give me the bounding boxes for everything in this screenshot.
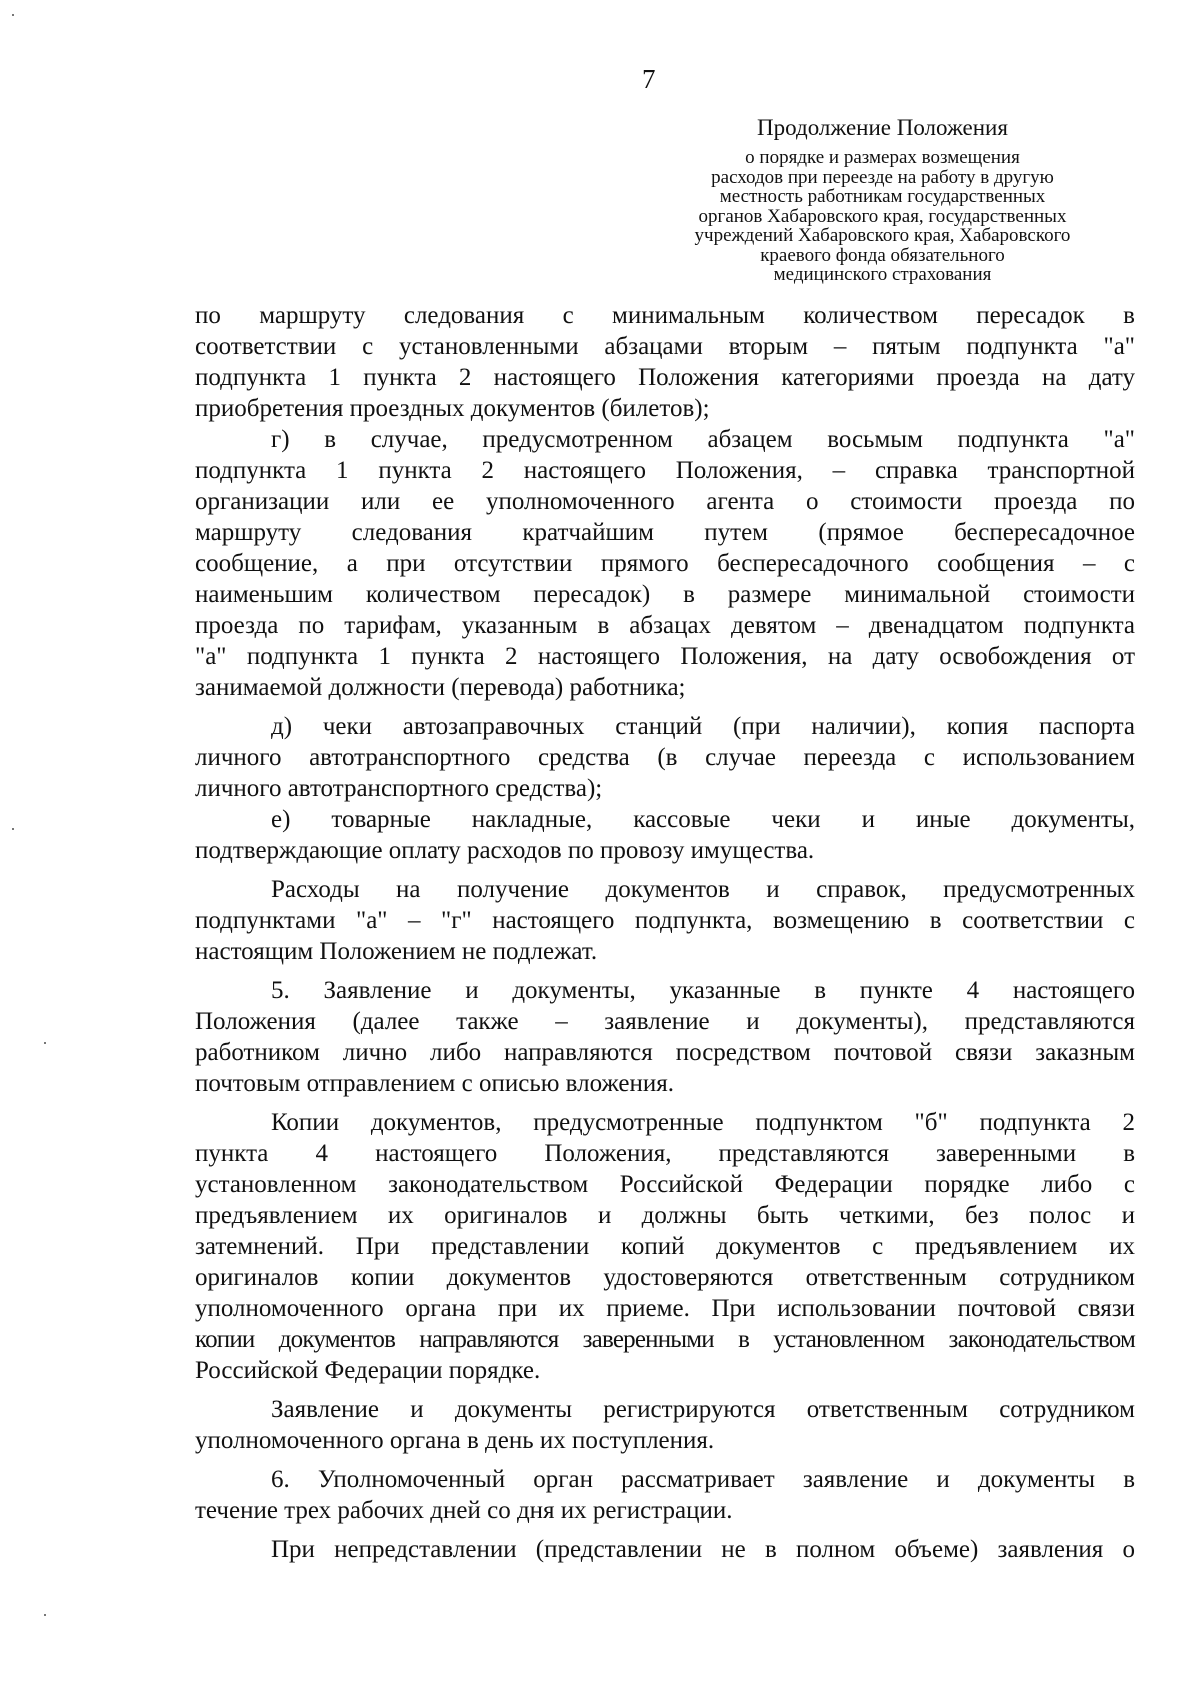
text-line: д) чеки автозаправочных станций (при наличии), копия паспорта: [271, 713, 1135, 740]
paragraph-route-continuation: [195, 300, 1135, 424]
paragraph-point-5: [195, 975, 1135, 1099]
continuation-header: [645, 114, 1120, 285]
continuation-line: учреждений Хабаровского края, Хабаровского: [694, 225, 1071, 246]
text-line: подпунктами "а" – "г" настоящего подпункта, возмещению в соответствии с: [195, 907, 1135, 934]
text-line: соответствии с установленными абзацами вторым – пятым подпункта "а": [195, 333, 1135, 360]
paragraph-spacing: [195, 1456, 1135, 1464]
text-line: по маршруту следования с минимальным количеством пересадок в: [195, 302, 1135, 329]
text-line: сообщение, а при отсутствии прямого беспересадочного сообщения – с: [195, 550, 1135, 577]
text-line: 5. Заявление и документы, указанные в пункте 4 настоящего: [271, 977, 1135, 1004]
paragraph-spacing: [195, 1526, 1135, 1534]
text-line: подпункта 1 пункта 2 настоящего Положения категориями проезда на дату: [195, 364, 1135, 391]
scan-speck: [44, 1614, 46, 1616]
paragraph-point-6: [195, 1464, 1135, 1526]
text-line: настоящим Положением не подлежат.: [195, 938, 598, 965]
continuation-line: расходов при переезде на работу в другую: [711, 166, 1054, 188]
continuation-line: медицинского страхования: [773, 264, 992, 285]
continuation-line: местность работникам государственных: [719, 186, 1046, 207]
text-line: проезда по тарифам, указанным в абзацах девятом – двенадцатом подпункта: [195, 612, 1135, 639]
text-line: уполномоченного органа при их приеме. При использовании почтовой связи: [195, 1295, 1135, 1322]
paragraph-spacing: [195, 967, 1135, 975]
paragraph-document-copies: [195, 1107, 1135, 1386]
text-line: маршруту следования кратчайшим путем (прямое беспересадочное: [195, 519, 1135, 546]
continuation-title: Продолжение Положения: [757, 115, 1008, 140]
text-line: г) в случае, предусмотренном абзацем восьмым подпункта "а": [271, 426, 1135, 453]
text-line: организации или ее уполномоченного агента о стоимости проезда по: [195, 488, 1135, 515]
scan-speck: [44, 1042, 46, 1044]
paragraph-item-d: [195, 711, 1135, 804]
page-number: 7: [642, 64, 656, 94]
text-line: Копии документов, предусмотренные подпунктом "б" подпункта 2: [271, 1109, 1135, 1136]
paragraph-expenses: [195, 874, 1135, 967]
text-line: подпункта 1 пункта 2 настоящего Положения, – справка транспортной: [195, 457, 1135, 484]
text-line: предъявлением их оригиналов и должны быть четкими, без полос и: [195, 1202, 1135, 1229]
scan-speck: [12, 828, 14, 830]
paragraph-spacing: [195, 866, 1135, 874]
text-line: работником лично либо направляются посредством почтовой связи заказным: [195, 1039, 1135, 1066]
text-line: При непредставлении (представлении не в полном объеме) заявления о: [271, 1536, 1135, 1563]
continuation-line: краевого фонда обязательного: [760, 244, 1005, 266]
text-line: Заявление и документы регистрируются ответственным сотрудником: [271, 1396, 1135, 1423]
text-line: оригиналов копии документов удостоверяются ответственным сотрудником: [195, 1264, 1135, 1291]
text-line: личного автотранспортного средства (в случае переезда с использованием: [195, 744, 1135, 771]
paragraph-item-e: [195, 804, 1135, 866]
scan-speck: [12, 14, 14, 16]
paragraph-non-submission: [195, 1534, 1135, 1565]
paragraph-spacing: [195, 1386, 1135, 1394]
text-line: уполномоченного органа в день их поступления.: [195, 1427, 715, 1454]
continuation-line: о порядке и размерах возмещения: [745, 147, 1020, 168]
text-line: Расходы на получение документов и справок, предусмотренных: [271, 876, 1135, 903]
text-line: занимаемой должности (перевода) работника;: [195, 674, 686, 701]
paragraph-item-g: [195, 424, 1135, 703]
text-line: установленном законодательством Российской Федерации порядке либо с: [195, 1171, 1135, 1198]
text-line: течение трех рабочих дней со дня их регистрации.: [195, 1497, 733, 1524]
document-body: [195, 300, 1135, 1565]
paragraph-registration: [195, 1394, 1135, 1456]
continuation-subtitle: [645, 148, 1120, 285]
text-line: "а" подпункта 1 пункта 2 настоящего Положения, на дату освобождения от: [195, 643, 1135, 670]
text-line: приобретения проездных документов (билетов);: [195, 395, 710, 422]
text-line: копии документов направляются заверенными в установленном законодательством: [195, 1326, 1135, 1353]
text-line: е) товарные накладные, кассовые чеки и иные документы,: [271, 806, 1135, 833]
paragraph-spacing: [195, 1099, 1135, 1107]
continuation-line: органов Хабаровского края, государственных: [698, 205, 1067, 227]
text-line: Российской Федерации порядке.: [195, 1357, 541, 1384]
text-line: личного автотранспортного средства);: [195, 775, 603, 802]
paragraph-spacing: [195, 703, 1135, 711]
text-line: пункта 4 настоящего Положения, представляются заверенными в: [195, 1140, 1135, 1167]
text-line: подтверждающие оплату расходов по провозу имущества.: [195, 837, 815, 864]
text-line: почтовым отправлением с описью вложения.: [195, 1070, 675, 1097]
text-line: наименьшим количеством пересадок) в размере минимальной стоимости: [195, 581, 1135, 608]
text-line: затемнений. При представлении копий документов с предъявлением их: [195, 1233, 1135, 1260]
text-line: 6. Уполномоченный орган рассматривает заявление и документы в: [271, 1466, 1135, 1493]
text-line: Положения (далее также – заявление и документы), представляются: [195, 1008, 1135, 1035]
